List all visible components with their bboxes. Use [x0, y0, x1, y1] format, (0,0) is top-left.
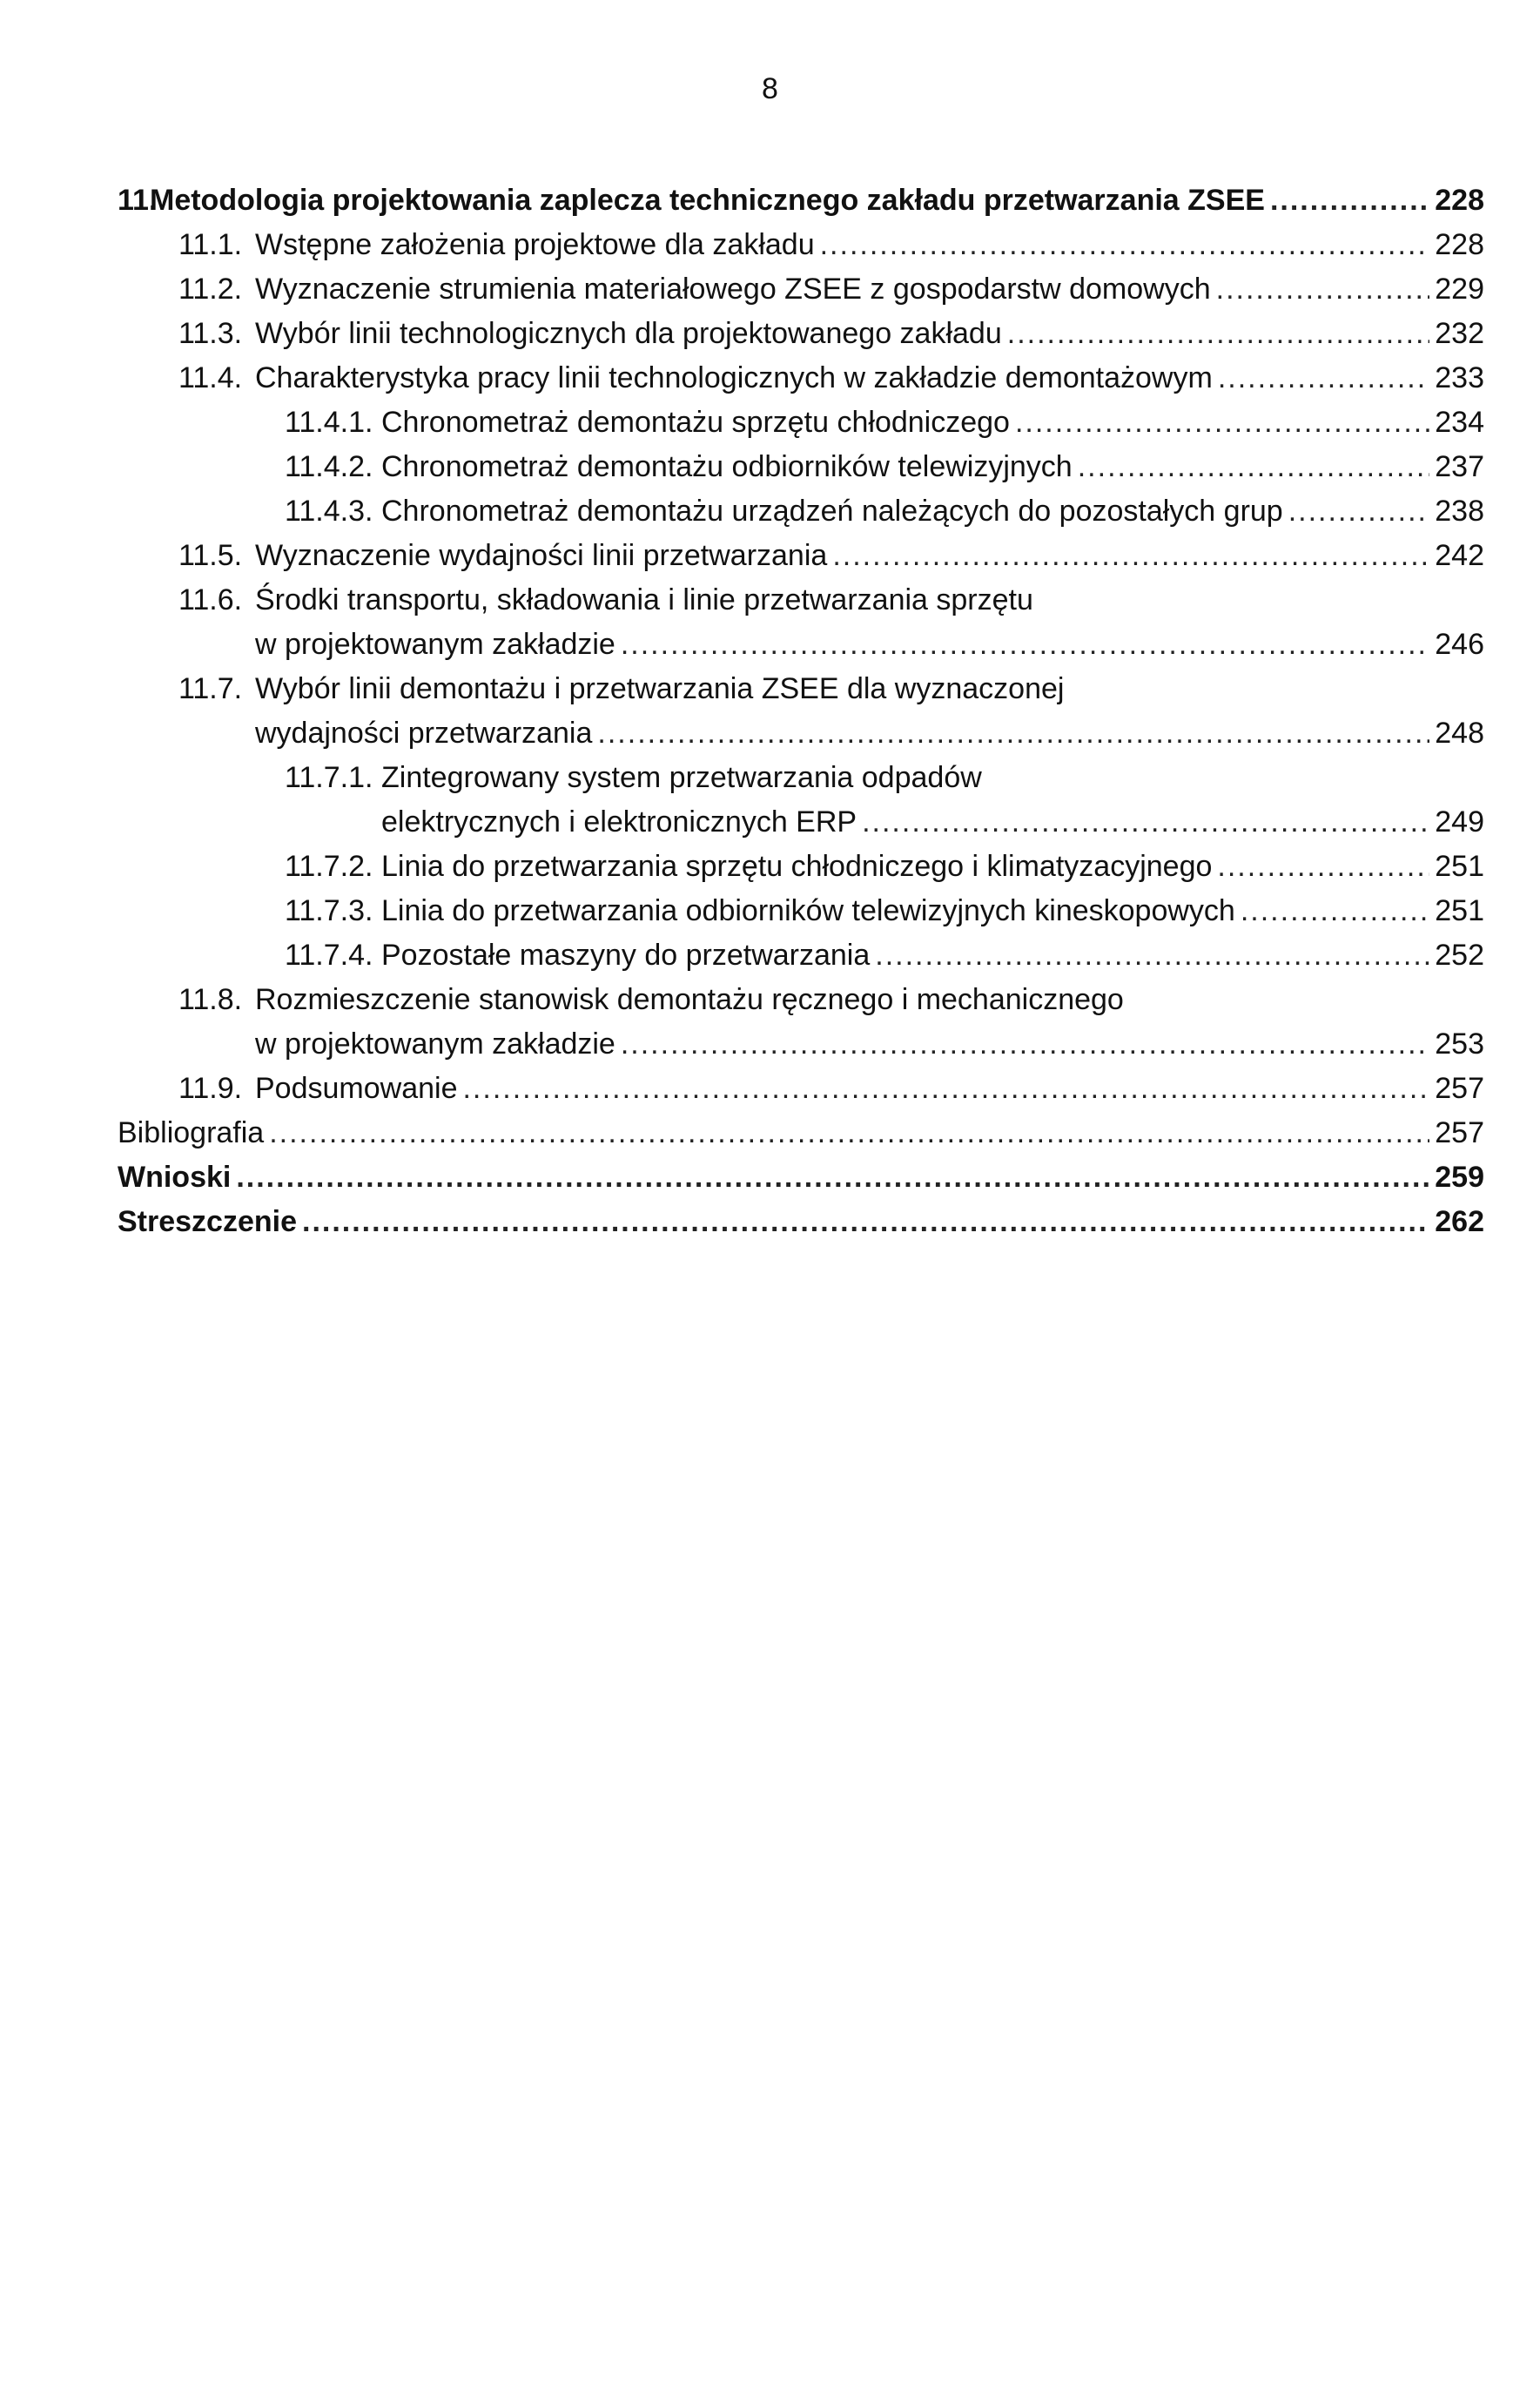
toc-entry-page: 251	[1435, 850, 1484, 883]
toc-entry-number: 11.	[118, 184, 158, 217]
toc-entry-number: 11.7.3.	[285, 894, 373, 927]
toc-entry-number: 11.7.4.	[285, 939, 373, 972]
toc-entry-title: Rozmieszczenie stanowisk demontażu ręcznego i mechanicznego	[255, 983, 1124, 1016]
dot-leader	[597, 711, 1429, 756]
toc-entry[interactable]	[285, 489, 1484, 534]
toc-entry-title: Streszczenie	[118, 1205, 297, 1238]
toc-entry-page: 257	[1435, 1116, 1484, 1149]
toc-entry-number: 11.3.	[178, 317, 243, 350]
toc-entry-title: Wyznaczenie strumienia materiałowego ZSEE z gospodarstw domowych	[255, 273, 1211, 306]
toc-entry-number: 11.4.1.	[285, 406, 373, 439]
toc-entry-page: 237	[1435, 450, 1484, 483]
toc-entry[interactable]	[118, 1155, 1484, 1200]
dot-leader	[302, 1200, 1429, 1244]
toc-entry-title: Linia do przetwarzania sprzętu chłodniczego i klimatyzacyjnego	[381, 850, 1213, 883]
toc-entry[interactable]	[178, 356, 1484, 401]
toc-entry-page: 242	[1435, 539, 1484, 572]
toc-entry[interactable]	[178, 978, 1484, 1067]
dot-leader	[820, 223, 1430, 267]
toc-entry-title: Wyznaczenie wydajności linii przetwarzania	[255, 539, 828, 572]
toc-entry-title: elektrycznych i elektronicznych ERP	[381, 805, 857, 839]
toc-entry-page: 228	[1435, 184, 1484, 217]
toc-entry[interactable]	[178, 1067, 1484, 1111]
toc-entry[interactable]	[118, 1111, 1484, 1155]
toc-entry-number: 11.7.2.	[285, 850, 373, 883]
toc-entry[interactable]	[118, 179, 1484, 223]
toc-entry-title: Chronometraż demontażu urządzeń należących do pozostałych grup	[381, 495, 1283, 528]
dot-leader	[1216, 267, 1430, 312]
dot-leader	[621, 623, 1429, 667]
toc-entry-page: 232	[1435, 317, 1484, 350]
toc-entry-title: w projektowanym zakładzie	[255, 1027, 615, 1061]
toc-entry[interactable]	[285, 889, 1484, 933]
toc-entry-number: 11.7.	[178, 672, 243, 705]
toc-entry[interactable]	[178, 223, 1484, 267]
toc-entry-number: 11.4.2.	[285, 450, 373, 483]
toc-entry[interactable]	[285, 845, 1484, 889]
toc-entry[interactable]	[118, 1200, 1484, 1244]
toc-entry-title: Pozostałe maszyny do przetwarzania	[381, 939, 871, 972]
toc-entry[interactable]	[178, 267, 1484, 312]
dot-leader	[1078, 445, 1430, 489]
dot-leader	[875, 933, 1429, 978]
toc-entry-title: Bibliografia	[118, 1116, 265, 1149]
toc-entry-page: 251	[1435, 894, 1484, 927]
page-number: 8	[762, 72, 778, 105]
dot-leader	[1217, 845, 1429, 889]
toc-entry[interactable]	[285, 933, 1484, 978]
dot-leader	[1270, 179, 1429, 223]
toc-entry[interactable]	[178, 534, 1484, 578]
toc-entry-title: Podsumowanie	[255, 1072, 458, 1105]
toc-entry-number: 11.1.	[178, 228, 243, 261]
toc-entry[interactable]	[178, 578, 1484, 667]
toc-entry-title: Chronometraż demontażu sprzętu chłodniczego	[381, 406, 1010, 439]
toc-entry-title: Wybór linii demontażu i przetwarzania ZSEE dla wyznaczonej	[255, 672, 1065, 705]
toc-entry-title: Wybór linii technologicznych dla projektowanego zakładu	[255, 317, 1002, 350]
toc-entry[interactable]	[178, 312, 1484, 356]
toc-entry-page: 233	[1435, 361, 1484, 394]
toc-entry-number: 11.7.1.	[285, 761, 373, 794]
dot-leader	[832, 534, 1429, 578]
toc-entry-number: 11.9.	[178, 1072, 243, 1105]
toc-entry-number: 11.8.	[178, 983, 243, 1016]
toc-entry-page: 238	[1435, 495, 1484, 528]
toc-entry-title: Środki transportu, składowania i linie przetwarzania sprzętu	[255, 583, 1033, 616]
toc-entry[interactable]	[178, 667, 1484, 756]
toc-entry-page: 262	[1435, 1205, 1484, 1238]
dot-leader	[462, 1067, 1429, 1111]
toc-entry-title: wydajności przetwarzania	[255, 717, 593, 750]
toc-entry-title: w projektowanym zakładzie	[255, 628, 615, 661]
toc-entry-number: 11.4.	[178, 361, 243, 394]
toc-entry-page: 259	[1435, 1161, 1484, 1194]
toc-entry-page: 228	[1435, 228, 1484, 261]
dot-leader	[269, 1111, 1429, 1155]
toc-entry-page: 253	[1435, 1027, 1484, 1061]
dot-leader	[1241, 889, 1429, 933]
dot-leader	[1288, 489, 1430, 534]
toc-entry-page: 246	[1435, 628, 1484, 661]
toc-entry-page: 248	[1435, 717, 1484, 750]
toc-entry-title: Zintegrowany system przetwarzania odpadów	[381, 761, 982, 794]
dot-leader	[862, 800, 1429, 845]
toc-entry-number: 11.5.	[178, 539, 243, 572]
toc-entry-page: 249	[1435, 805, 1484, 839]
toc-entry-page: 229	[1435, 273, 1484, 306]
toc-entry-page: 257	[1435, 1072, 1484, 1105]
toc-entry-title: Wnioski	[118, 1161, 232, 1194]
toc-entry-page: 252	[1435, 939, 1484, 972]
toc-entry-title: Chronometraż demontażu odbiorników telewizyjnych	[381, 450, 1073, 483]
dot-leader	[621, 1022, 1429, 1067]
toc-entry-title: Metodologia projektowania zaplecza technicznego zakładu przetwarzania ZSEE	[150, 184, 1265, 217]
dot-leader	[1007, 312, 1430, 356]
toc-entry-title: Charakterystyka pracy linii technologicznych w zakładzie demontażowym	[255, 361, 1213, 394]
toc-entry-title: Wstępne założenia projektowe dla zakładu	[255, 228, 815, 261]
dot-leader	[236, 1155, 1429, 1200]
toc-entry-page: 234	[1435, 406, 1484, 439]
toc-entry-number: 11.4.3.	[285, 495, 373, 528]
toc-entry-number: 11.6.	[178, 583, 243, 616]
toc-entry-title: Linia do przetwarzania odbiorników telewizyjnych kineskopowych	[381, 894, 1235, 927]
toc-entry[interactable]	[285, 401, 1484, 445]
dot-leader	[1218, 356, 1429, 401]
toc-entry[interactable]	[285, 756, 1484, 845]
toc-entry-number: 11.2.	[178, 273, 243, 306]
toc-entry[interactable]	[285, 445, 1484, 489]
dot-leader	[1015, 401, 1429, 445]
table-of-contents	[118, 179, 1484, 1244]
